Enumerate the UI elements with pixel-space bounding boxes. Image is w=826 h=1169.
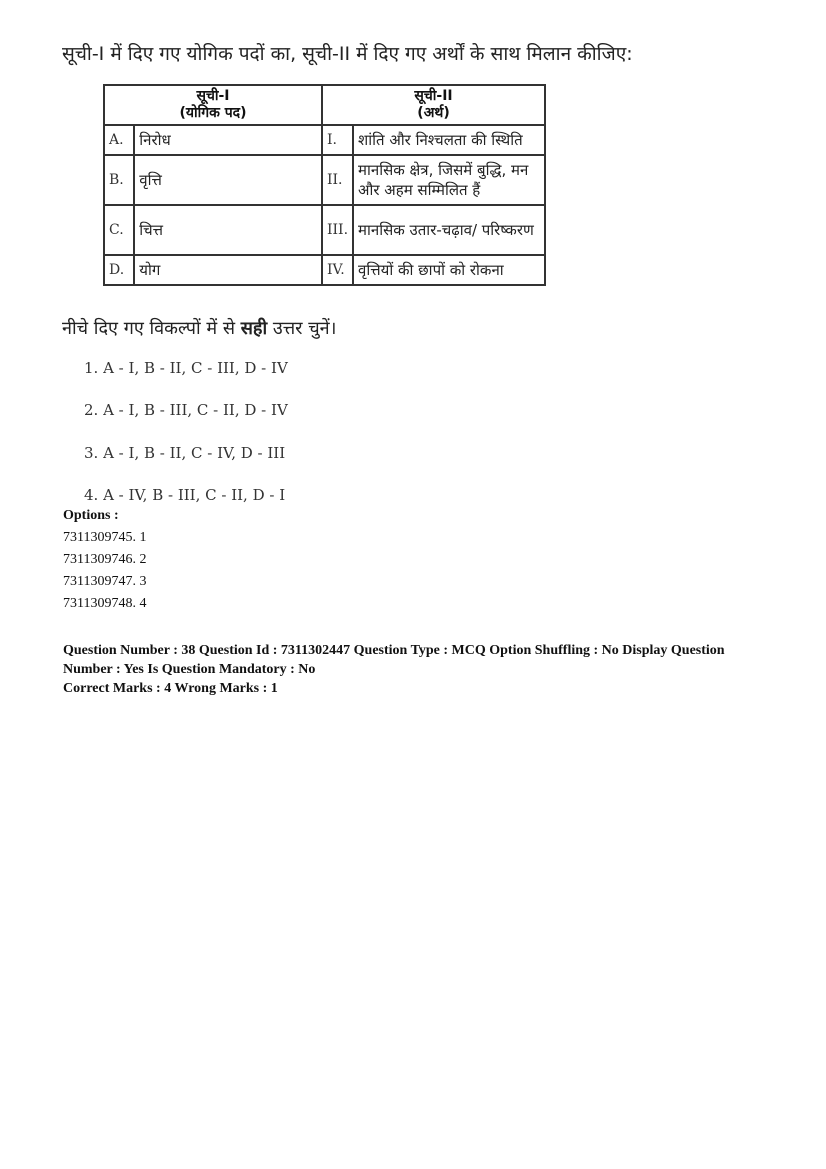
row-value-list-2: वृत्तियों की छापों को रोकना (353, 255, 545, 285)
select-suffix: उत्तर चुनें। (267, 318, 337, 339)
select-prefix: नीचे दिए गए विकल्पों में से (62, 318, 241, 339)
select-emphasis: सही (240, 318, 268, 339)
option-id-1: 7311309745. 1 (63, 530, 147, 545)
column-header-list-1 (104, 85, 322, 125)
row-key-list-2: IV. (322, 255, 353, 285)
answer-choice-2: 2. A - I, B - III, C - II, D - IV (84, 401, 288, 419)
row-key-list-1: C. (104, 205, 134, 255)
table-row (104, 155, 545, 205)
question-metadata-line: Question Number : 38 Question Id : 7311302447 Question Type : MCQ Option Shuffling : No Display Question Number : Yes Is Question Mandatory : No (63, 643, 725, 677)
row-value-list-1: चित्त (134, 205, 322, 255)
option-id-4: 7311309748. 4 (63, 596, 147, 611)
table-row (104, 255, 545, 285)
row-key-list-2: III. (322, 205, 353, 255)
row-key-list-1: A. (104, 125, 134, 155)
row-key-list-1: B. (104, 155, 134, 205)
marks-line: Correct Marks : 4 Wrong Marks : 1 (63, 681, 278, 696)
row-value-list-2: शांति और निश्चलता की स्थिति (353, 125, 545, 155)
column-header-list-1-sub: (योगिक पद) (179, 105, 247, 121)
answer-choice-4: 4. A - IV, B - III, C - II, D - I (84, 486, 286, 504)
column-header-list-2 (322, 85, 545, 125)
column-header-list-2-title: सूची-II (414, 88, 453, 104)
column-header-list-2-sub: (अर्थ) (417, 105, 450, 121)
select-instruction (62, 316, 336, 340)
question-text: सूची-I में दिए गए योगिक पदों का, सूची-II में दिए गए अर्थों के साथ मिलान कीजिए: (62, 43, 633, 65)
row-value-list-1: वृत्ति (134, 155, 322, 205)
row-value-list-2: मानसिक क्षेत्र, जिसमें बुद्धि, मन और अहम सम्मिलित हैं (353, 155, 545, 205)
table-row (104, 205, 545, 255)
row-value-list-1: निरोध (134, 125, 322, 155)
answer-choice-1: 1. A - I, B - II, C - III, D - IV (84, 359, 288, 377)
row-value-list-2: मानसिक उतार-चढ़ाव/ परिष्करण (353, 205, 545, 255)
question-metadata (63, 641, 763, 698)
option-id-2: 7311309746. 2 (63, 552, 147, 567)
row-value-list-1: योग (134, 255, 322, 285)
row-key-list-2: I. (322, 125, 353, 155)
column-header-list-1-title: सूची-I (196, 88, 230, 104)
row-key-list-2: II. (322, 155, 353, 205)
table-header-row (104, 85, 545, 125)
options-label: Options : (63, 508, 119, 523)
option-id-3: 7311309747. 3 (63, 574, 147, 589)
answer-choice-3: 3. A - I, B - II, C - IV, D - III (84, 444, 286, 462)
table-row (104, 125, 545, 155)
match-table (103, 84, 546, 286)
row-key-list-1: D. (104, 255, 134, 285)
